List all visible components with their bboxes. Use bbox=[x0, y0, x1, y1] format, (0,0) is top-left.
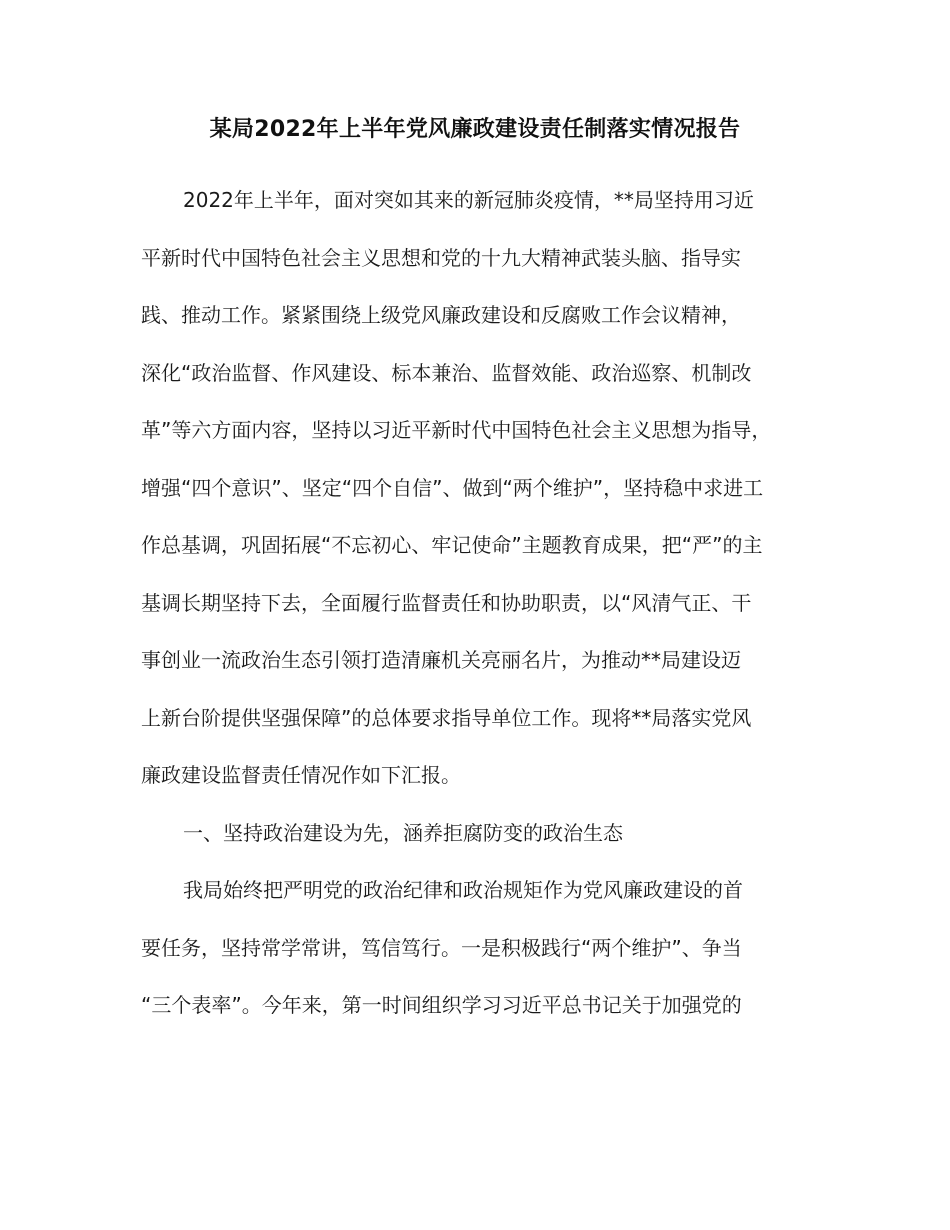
paragraph-line: “三个表率”。今年来，第一时间组织学习习近平总书记关于加强党的 bbox=[141, 993, 742, 1017]
paragraph-line: 深化“政治监督、作风建设、标本兼治、监督效能、政治巡察、机制改 bbox=[141, 360, 752, 385]
paragraph-line: 增强“四个意识”、坚定“四个自信”、做到“两个维护”，坚持稳中求进工 bbox=[141, 475, 764, 500]
paragraph-line: 廉政建设监督责任情况作如下汇报。 bbox=[141, 763, 461, 787]
section-heading: 一、坚持政治建设为先，涵养拒腐防变的政治生态 bbox=[183, 820, 623, 845]
paragraph-line: 践、推动工作。紧紧围绕上级党风廉政建设和反腐败工作会议精神， bbox=[141, 303, 741, 327]
paragraph-line: 我局始终把严明党的政治纪律和政治规矩作为党风廉政建设的首 bbox=[183, 878, 743, 902]
paragraph-line: 革”等六方面内容，坚持以习近平新时代中国特色社会主义思想为指导， bbox=[141, 418, 772, 442]
paragraph-line: 基调长期坚持下去，全面履行监督责任和协助职责，以“风清气正、干 bbox=[141, 590, 752, 615]
paragraph-line: 作总基调，巩固拓展“不忘初心、牢记使命”主题教育成果，把“严”的主 bbox=[141, 533, 763, 557]
paragraph-line: 上新台阶提供坚强保障”的总体要求指导单位工作。现将**局落实党风 bbox=[141, 705, 752, 730]
document-title: 某局2022年上半年党风廉政建设责任制落实情况报告 bbox=[209, 117, 741, 142]
paragraph-line: 2022年上半年，面对突如其来的新冠肺炎疫情，**局坚持用习近 bbox=[183, 188, 754, 212]
paragraph-line: 要任务，坚持常学常讲，笃信笃行。一是积极践行“两个维护”、争当 bbox=[141, 935, 742, 960]
paragraph-line: 平新时代中国特色社会主义思想和党的十九大精神武装头脑、指导实 bbox=[141, 245, 741, 270]
document-body bbox=[141, 172, 826, 1035]
paragraph-line: 事创业一流政治生态引领打造清廉机关亮丽名片，为推动**局建设迈 bbox=[141, 648, 741, 672]
